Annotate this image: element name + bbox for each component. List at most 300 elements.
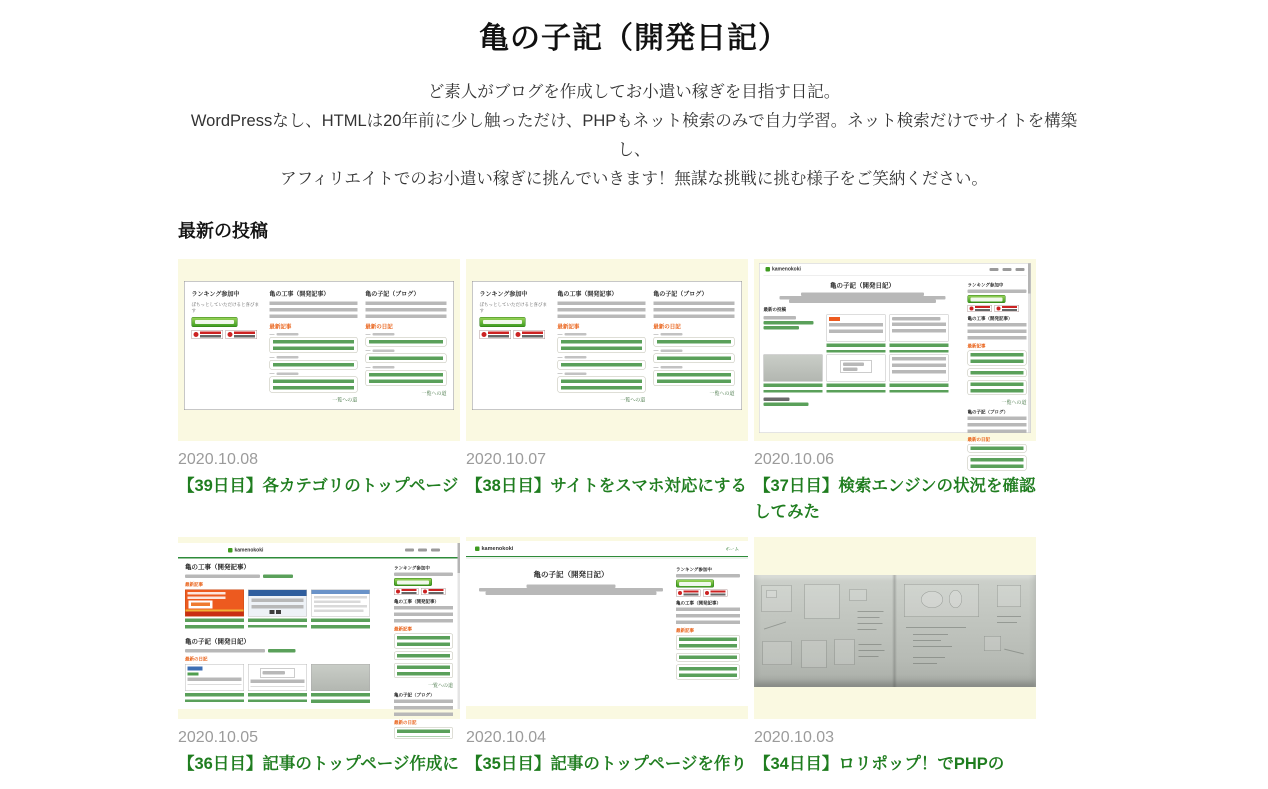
- mini-caption: [890, 384, 949, 393]
- mini-caption: [890, 344, 949, 353]
- mini-date-line: [653, 366, 734, 369]
- text-lines: [394, 700, 453, 717]
- thumbnail-simple-page: [466, 537, 748, 719]
- post-thumbnail-link[interactable]: [754, 259, 1036, 441]
- mini-works-heading: 亀の工事（開発記事）: [394, 599, 440, 604]
- dash: [653, 334, 658, 335]
- mini-caption: [311, 693, 370, 706]
- blog-ranking-badge-icon: [705, 591, 709, 595]
- text-lines: [394, 606, 453, 623]
- mini-ranking-badges: [676, 590, 740, 597]
- sketch-line: [913, 634, 948, 635]
- mini-page: [759, 263, 1031, 442]
- text-line: [372, 333, 394, 336]
- mini-green-banner: [968, 295, 1006, 303]
- post-title-link[interactable]: 【34日目】ロリポップ！でPHPの: [754, 755, 1005, 773]
- post-title-link[interactable]: 【39日目】各カテゴリのトップページ: [178, 477, 459, 495]
- dark-blocks: [270, 610, 282, 614]
- sketch-line: [906, 627, 966, 628]
- mini-article-box: [653, 337, 734, 347]
- mini-date-line: [365, 366, 446, 369]
- mini-list-link: 一覧への道: [620, 397, 646, 403]
- blogmura-badge: [968, 305, 993, 312]
- post-date: 2020.10.04: [466, 729, 547, 746]
- mini-latest-articles-label: 最新記事: [269, 324, 292, 330]
- blog-ranking-badge: [995, 305, 1020, 312]
- text-line: [185, 575, 260, 579]
- mini-latest-articles-label: 最新記事: [185, 582, 204, 587]
- mini-green-banner: [192, 317, 238, 327]
- mini-ranking-badges: [968, 305, 1027, 312]
- mini-main: [474, 563, 668, 683]
- post-title-link[interactable]: 【35日目】記事のトップページを作り: [466, 755, 747, 773]
- text-line: [679, 582, 711, 586]
- text-lines: [971, 371, 1024, 375]
- mini-date-line: [653, 333, 734, 336]
- mini-shot-cell: [827, 315, 886, 353]
- mini-list-link: 一覧への道: [709, 391, 735, 397]
- turtle-logo-icon: [475, 546, 480, 551]
- text-lines: [273, 380, 354, 390]
- sketch-line: [913, 646, 952, 647]
- post-thumbnail-link[interactable]: [466, 537, 748, 719]
- site-description: [178, 78, 1090, 194]
- table-row: [314, 610, 363, 613]
- mini-article-box: [968, 351, 1027, 366]
- text-lines: [892, 357, 946, 374]
- text-line: [564, 373, 586, 376]
- blue-block: [188, 667, 203, 671]
- mini-article-box: [968, 380, 1027, 395]
- mini-shot-cell: [248, 590, 307, 632]
- dash: [269, 357, 274, 358]
- sketch-line: [859, 650, 885, 651]
- sketch-box: [805, 584, 840, 619]
- text-lines: [273, 363, 354, 367]
- mini-blog-heading: 亀の子記（ブログ）: [967, 409, 1009, 415]
- mini-ranking-note: ぽちっとしていただけると喜びます: [191, 302, 260, 313]
- dash: [557, 334, 562, 335]
- text-lines: [252, 599, 304, 610]
- mini-ranking-heading: ランキング参加中: [191, 290, 240, 298]
- text-line: [276, 356, 298, 359]
- text-lines: [653, 302, 734, 319]
- mini-nav-home: ホーム: [725, 546, 739, 552]
- mini-logo: [475, 546, 513, 552]
- nav-item-bar: [990, 268, 999, 271]
- mini-date-line: [269, 373, 357, 376]
- mini-nav: [405, 549, 440, 552]
- mini-caption: [764, 384, 823, 393]
- mini-list-link: 一覧への道: [332, 397, 358, 403]
- sketch-line: [859, 656, 879, 657]
- mini-article-box: [676, 635, 740, 650]
- nav-item-bar: [1003, 268, 1012, 271]
- post-thumbnail-link[interactable]: [178, 537, 460, 725]
- text-line: [660, 366, 682, 369]
- post-title-link[interactable]: 【37日目】検索エンジンの状況を確認してみた: [754, 477, 1036, 521]
- text-lines: [369, 340, 443, 344]
- sketch-box: [767, 590, 777, 598]
- mini-shot-row: [185, 664, 388, 706]
- text-lines: [679, 638, 737, 648]
- mini-caption: [827, 344, 886, 353]
- scrollbar-thumb: [458, 543, 461, 573]
- white-box: [189, 601, 213, 609]
- mini-photo: [764, 355, 823, 382]
- blogmura-badge-icon: [194, 332, 199, 337]
- mini-date-line: [269, 333, 357, 336]
- mini-meta-line: [185, 575, 388, 579]
- mini-article-box: [968, 369, 1027, 378]
- sketch-box: [835, 639, 855, 665]
- blogmura-badge: [676, 590, 701, 597]
- description-line: ど素人がブログを作成してお小遣い稼ぎを目指す日記。: [427, 83, 841, 101]
- blog-ranking-badge: [226, 330, 258, 339]
- thumbnail-home-three-column: [466, 259, 748, 441]
- blue-header: [249, 590, 307, 596]
- mini-latest-articles-label: 最新記事: [967, 343, 986, 349]
- text-lines: [188, 678, 242, 685]
- sketch-line: [858, 623, 883, 624]
- red-bar: [186, 612, 244, 617]
- mini-shot-row: [185, 590, 388, 632]
- text-line: [564, 333, 586, 336]
- text-lines: [561, 380, 642, 390]
- text-lines: [711, 591, 726, 596]
- sketch-line: [997, 622, 1017, 623]
- mini-logo-text: kamenokoki: [234, 547, 264, 553]
- mini-blog-heading: 亀の子記（ブログ）: [365, 290, 420, 298]
- text-lines: [657, 357, 731, 361]
- blog-ranking-badge: [514, 330, 546, 339]
- mini-works-column: [269, 290, 357, 402]
- popup-box: [841, 360, 872, 373]
- mini-sidebar: [394, 562, 453, 743]
- mini-nav: [990, 268, 1025, 271]
- mini-caption: [827, 384, 886, 393]
- text-line: [764, 398, 790, 402]
- blogmura-badge-icon: [970, 307, 974, 311]
- mini-screenshot: [248, 664, 307, 691]
- mini-article-box: [653, 370, 734, 386]
- thumbnail-home-three-column: [178, 259, 460, 441]
- mini-date-line: [557, 356, 645, 359]
- blog-ranking-badge-icon: [423, 590, 427, 594]
- text-lines: [829, 323, 883, 333]
- mini-body: [178, 559, 460, 743]
- text-line: [263, 671, 286, 675]
- mini-caption: [248, 693, 307, 702]
- mini-ranking-heading: ランキング参加中: [394, 565, 430, 571]
- mini-screenshot-lolipop: [185, 590, 244, 617]
- text-line: [397, 581, 429, 585]
- text-line: [486, 592, 657, 596]
- text-line: [195, 320, 234, 324]
- text-line: [843, 363, 864, 367]
- mini-green-banner: [480, 317, 526, 327]
- dash: [365, 334, 370, 335]
- block: [276, 610, 281, 614]
- mini-ranking-heading: ランキング参加中: [479, 290, 528, 298]
- green-block: [188, 673, 199, 676]
- nav-item-bar: [431, 549, 440, 552]
- mini-site-title: 亀の子記（開発日記）: [829, 281, 895, 289]
- text-lines: [369, 357, 443, 361]
- mini-shot-cell: [248, 664, 307, 706]
- mini-header: [178, 543, 460, 557]
- mini-latest-articles-label: 最新記事: [557, 324, 580, 330]
- sketch-line: [913, 663, 937, 664]
- mini-article-box: [557, 360, 645, 370]
- mini-shot-cell: [827, 355, 886, 393]
- post-date: 2020.10.03: [754, 729, 835, 746]
- text-line: [764, 326, 799, 330]
- mini-date-line: [269, 356, 357, 359]
- block: [270, 610, 275, 614]
- mini-screenshot-table: [311, 590, 370, 617]
- mini-ranking-badges: [480, 330, 550, 339]
- text-line: [660, 350, 682, 353]
- text-line: [276, 373, 298, 376]
- mini-article-box: [365, 337, 446, 347]
- mini-body: [764, 276, 1027, 474]
- post-title-link[interactable]: 【38日目】サイトをスマホ対応にする: [466, 477, 747, 495]
- text-lines: [397, 730, 450, 737]
- mini-home-panel: [472, 281, 742, 410]
- table-row: [314, 601, 360, 604]
- mini-screenshot-blue: [248, 590, 307, 617]
- table-row: [314, 596, 367, 599]
- mini-site-title: 亀の子記（開発日記）: [533, 570, 609, 579]
- text-lines: [397, 654, 450, 658]
- blogmura-badge-icon: [482, 332, 487, 337]
- text-lines: [269, 302, 357, 319]
- scrollbar-thumb: [1028, 264, 1031, 294]
- mini-works-heading: 亀の工事（開発記事）: [676, 600, 722, 606]
- mini-logo-text: kamenokoki: [481, 545, 514, 552]
- thumbnail-category-top-page: [178, 537, 460, 725]
- mini-list-link: 一覧への道: [428, 683, 453, 689]
- mini-ranking-badges: [192, 330, 262, 339]
- text-lines: [657, 340, 731, 344]
- sketch-line: [913, 657, 945, 658]
- text-lines: [679, 667, 737, 677]
- dash: [365, 367, 370, 368]
- text-lines: [971, 458, 1024, 468]
- mini-article-box: [269, 337, 357, 353]
- text-lines: [561, 340, 642, 350]
- page-container: [178, 13, 1090, 789]
- sketch-box: [997, 585, 1021, 607]
- mini-ranking-column: [480, 290, 550, 402]
- sketch-line: [1004, 649, 1024, 655]
- mini-blog-column: [365, 290, 446, 402]
- text-lines: [968, 323, 1027, 340]
- sketch-line: [764, 621, 786, 629]
- sketch-line: [858, 611, 884, 612]
- mini-text-cell: [764, 315, 823, 353]
- mini-home-panel: [184, 281, 454, 410]
- mini-blog-heading: 亀の子記（ブログ）: [394, 692, 435, 698]
- blog-ranking-badge-icon: [997, 307, 1001, 311]
- mini-latest-diary-label: 最新の日記: [185, 656, 208, 662]
- mini-latest-diary-label: 最新の日記: [653, 324, 681, 330]
- text-lines: [679, 656, 737, 660]
- dash: [557, 357, 562, 358]
- mini-ranking-heading: ランキング参加中: [676, 567, 712, 572]
- mini-latest-articles-label: 最新記事: [394, 626, 413, 632]
- mini-works-column: [557, 290, 645, 402]
- mini-latest-diary-label: 最新の日記: [967, 437, 991, 442]
- mini-green-banner: [676, 580, 714, 588]
- mini-logo: [228, 547, 263, 553]
- text-lines: [397, 636, 450, 646]
- text-line: [564, 356, 586, 359]
- sketch-box: [850, 589, 867, 601]
- text-lines: [397, 666, 450, 676]
- mini-page: [466, 541, 748, 706]
- post-card: [466, 259, 748, 525]
- mini-article-box: [968, 456, 1027, 471]
- mini-latest-diary-label: 最新の日記: [365, 324, 393, 330]
- text-lines: [273, 340, 354, 350]
- mini-main: [185, 562, 388, 743]
- nav-item-bar: [418, 549, 427, 552]
- text-line: [372, 350, 394, 353]
- mini-sidebar: [676, 563, 740, 683]
- post-card: [178, 537, 460, 777]
- mini-article-box: [557, 337, 645, 353]
- text-lines: [365, 302, 446, 319]
- dash: [653, 351, 658, 352]
- text-lines: [200, 332, 221, 338]
- mini-diary-heading: 亀の子記（開発日記）: [185, 637, 251, 645]
- mini-shot-cell: [185, 664, 244, 706]
- mini-logo: [766, 267, 801, 273]
- table-row: [314, 605, 367, 608]
- text-line: [789, 300, 936, 304]
- text-line: [185, 649, 265, 653]
- mini-shot-cell: [311, 590, 370, 632]
- mini-blog-heading: 亀の子記（ブログ）: [653, 290, 708, 298]
- sketch-line: [859, 644, 882, 645]
- mini-ranking-badges: [394, 588, 453, 595]
- text-line: [268, 649, 296, 653]
- text-line: [660, 333, 682, 336]
- blog-ranking-badge: [703, 590, 728, 597]
- blogmura-badge-icon: [678, 591, 682, 595]
- mini-photo: [311, 664, 370, 691]
- mini-article-box: [968, 444, 1027, 453]
- mini-latest-articles-label: 最新記事: [676, 628, 695, 633]
- mini-works-heading: 亀の工事（開発記事）: [185, 563, 251, 571]
- mini-shot-cell: [185, 590, 244, 632]
- mini-latest-diary-label: 最新の日記: [394, 720, 417, 725]
- mini-header: [466, 541, 748, 556]
- text-line: [394, 573, 453, 577]
- dash: [557, 374, 562, 375]
- mini-date-line: [557, 333, 645, 336]
- mini-article-box: [676, 653, 740, 662]
- post-date: 2020.10.06: [754, 451, 835, 468]
- text-lines: [251, 680, 305, 687]
- nav-item-bar: [1016, 268, 1025, 271]
- mini-ranking-heading: ランキング参加中: [967, 282, 1004, 288]
- text-lines: [522, 332, 543, 338]
- post-date: 2020.10.08: [178, 451, 259, 468]
- blogmura-badge-icon: [396, 590, 400, 594]
- text-line: [483, 320, 522, 324]
- text-lines: [971, 353, 1024, 363]
- text-line: [764, 321, 814, 325]
- mini-works-heading: 亀の工事（開発記事）: [557, 290, 618, 298]
- post-thumbnail-link[interactable]: [178, 259, 460, 441]
- mini-logo-text: kamenokoki: [772, 266, 801, 272]
- post-date: 2020.10.05: [178, 729, 259, 746]
- post-card: [178, 259, 460, 525]
- mini-page: [178, 543, 460, 725]
- text-lines: [657, 373, 731, 383]
- mini-article-box: [365, 354, 446, 364]
- dash: [269, 374, 274, 375]
- sketch-line: [858, 617, 880, 618]
- mini-sidebar: [968, 279, 1027, 474]
- turtle-logo-icon: [766, 267, 771, 272]
- mini-screenshot: [827, 315, 886, 342]
- mini-list-link: 一覧への道: [421, 391, 447, 397]
- sketch-line: [997, 616, 1021, 617]
- latest-posts-heading: 最新の投稿: [178, 221, 268, 241]
- mini-article-box: [394, 727, 453, 739]
- text-lines: [971, 383, 1024, 393]
- mini-screenshot: [890, 315, 949, 342]
- table-header: [312, 590, 370, 594]
- post-thumbnail-link[interactable]: [754, 537, 1036, 719]
- post-title-link[interactable]: 【36日目】記事のトップページ作成に: [178, 755, 459, 773]
- mini-green-banner: [394, 578, 432, 586]
- mini-article-box: [676, 665, 740, 680]
- sketch-box: [984, 636, 1001, 651]
- mini-scrollbar: [458, 543, 461, 709]
- sketch-panel: [899, 581, 1029, 679]
- post-card: [466, 537, 748, 777]
- text-line: [263, 575, 293, 579]
- description-line: WordPressなし、HTMLは20年前に少し触っただけ、PHPもネット検索のみで自力学習。ネット検索だけでサイトを構築し、: [190, 112, 1078, 159]
- text-lines: [188, 592, 226, 599]
- post-card: [754, 537, 1036, 777]
- text-lines: [402, 589, 417, 594]
- post-date: 2020.10.07: [466, 451, 547, 468]
- text-lines: [684, 591, 699, 596]
- turtle-logo-icon: [228, 548, 233, 553]
- post-thumbnail-link[interactable]: [466, 259, 748, 441]
- dash: [653, 367, 658, 368]
- mini-shot-cell: [890, 355, 949, 393]
- mini-caption: [248, 619, 307, 628]
- text-line: [764, 316, 796, 320]
- text-lines: [234, 332, 255, 338]
- mini-screenshot: [827, 355, 886, 382]
- dash: [269, 334, 274, 335]
- mini-shot-cell: [890, 315, 949, 353]
- text-lines: [968, 417, 1027, 434]
- mini-ranking-note: ぽちっとしていただけると喜びます: [479, 302, 548, 313]
- mini-works-heading: 亀の工事（開発記事）: [967, 316, 1013, 321]
- mini-blog-column: [653, 290, 734, 402]
- mini-photo-cell: [764, 355, 823, 393]
- text-line: [676, 574, 740, 578]
